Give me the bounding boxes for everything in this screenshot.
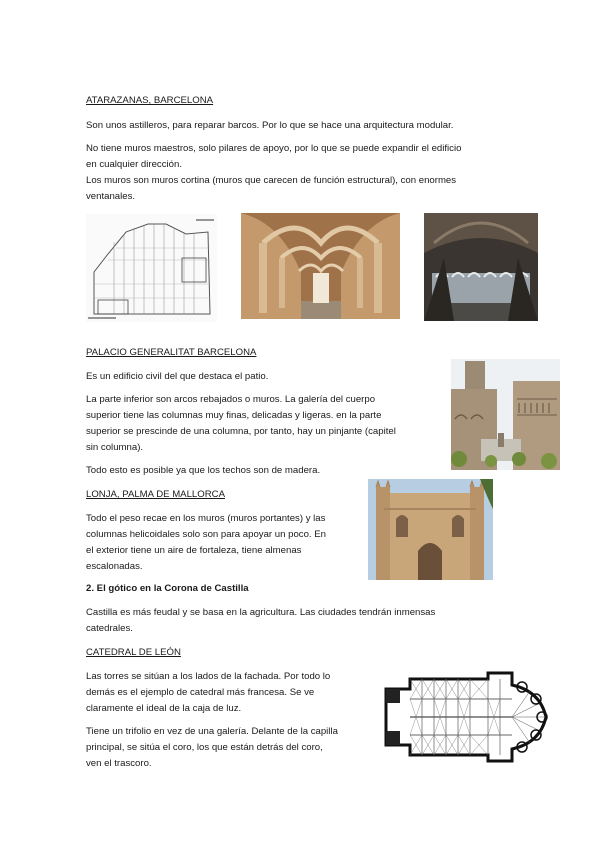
leon-cathedral-floor-plan [380,671,552,764]
paragraph-line: ventanales. [86,191,136,202]
heading-atarazanas: ATARAZANAS, BARCELONA [86,95,214,106]
paragraph-line: La parte inferior son arcos rebajados o muros. La galería del cuerpo [86,394,376,405]
paragraph-line: en cualquier dirección. [86,159,182,170]
paragraph-line: Todo esto es posible ya que los techos son de madera. [86,465,321,476]
atarazanas-interior-photo [241,213,400,319]
paragraph-line: el exterior tiene un aire de fortaleza, tiene almenas [86,545,302,556]
paragraph-line: catedrales. [86,623,133,634]
paragraph-line: superior se prescinde de una columna, por tanto, hay un pinjante (capitel [86,426,396,437]
paragraph-line: sin columna). [86,442,144,453]
heading-lonja: LONJA, PALMA DE MALLORCA [86,489,225,500]
heading-castilla: 2. El gótico en la Corona de Castilla [86,583,249,594]
paragraph-line: principal, se sitúa el coro, los que están detrás del coro, [86,742,323,753]
paragraph-line: Son unos astilleros, para reparar barcos. Por lo que se hace una arquitectura modular. [86,120,454,131]
palacio-courtyard-photo [451,359,560,470]
atarazanas-vault-photo [424,213,538,321]
lonja-facade-photo [368,479,493,580]
paragraph-line: Las torres se sitúan a los lados de la fachada. Por todo lo [86,671,331,682]
atarazanas-floor-plan-image [86,214,217,322]
paragraph-line: Todo el peso recae en los muros (muros portantes) y las [86,513,326,524]
paragraph-line: ven el trascoro. [86,758,152,769]
paragraph-line: superior tiene las columnas muy finas, delicadas y ligeras. en la parte [86,410,382,421]
paragraph-line: demás es el ejemplo de catedral más francesa. Se ve [86,687,315,698]
paragraph-line: Es un edificio civil del que destaca el patio. [86,371,269,382]
paragraph-line: Castilla es más feudal y se basa en la agricultura. Las ciudades tendrán inmensas [86,607,436,618]
heading-palacio: PALACIO GENERALITAT BARCELONA [86,347,257,358]
paragraph-line: Tiene un trifolio en vez de una galería. Delante de la capilla [86,726,338,737]
paragraph-line: No tiene muros maestros, solo pilares de apoyo, por lo que se puede expandir el edificio [86,143,462,154]
paragraph-line: claramente el ideal de la caja de luz. [86,703,242,714]
paragraph-line: Los muros son muros cortina (muros que carecen de función estructural), con enormes [86,175,457,186]
heading-leon: CATEDRAL DE LEÓN [86,647,181,658]
paragraph-line: escalonadas. [86,561,143,572]
paragraph-line: columnas helicoidales solo son para apoyar un poco. En [86,529,326,540]
